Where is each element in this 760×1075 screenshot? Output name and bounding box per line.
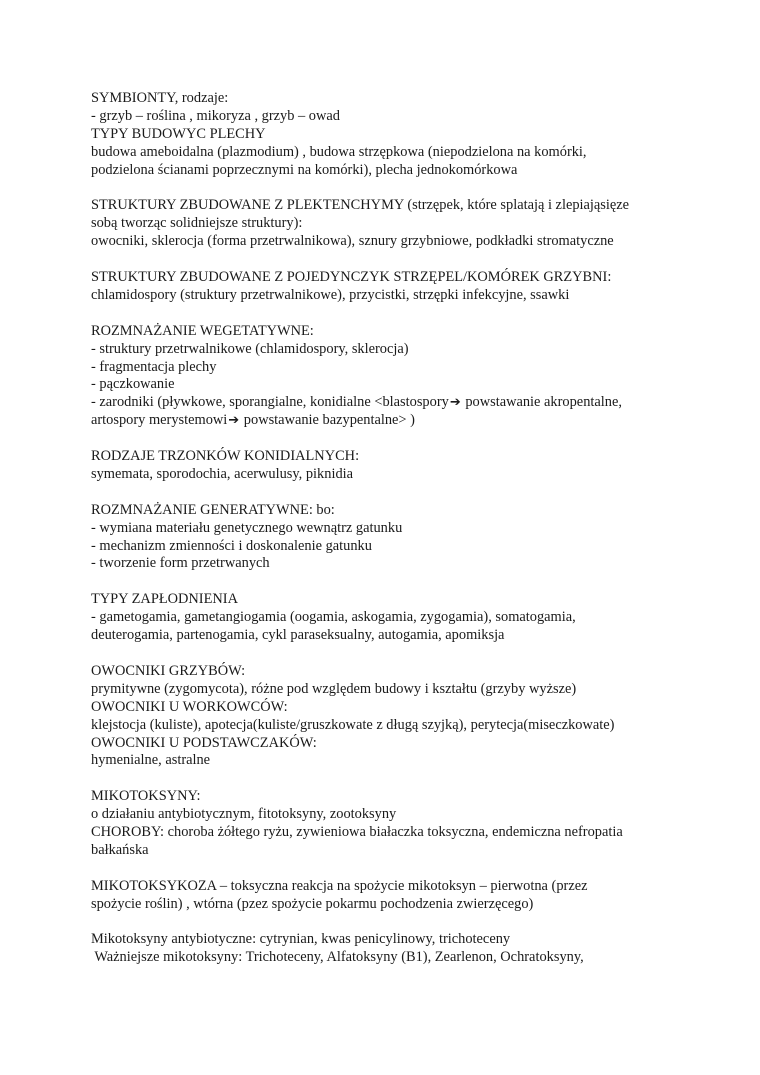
typy-budowy-line-1: budowa ameboidalna (plazmodium) , budowa strzępkowa (niepodzielona na komórki, bbox=[91, 143, 587, 160]
owocniki-line-3: hymenialne, astralne bbox=[91, 752, 211, 769]
wegetatywne-item-4-continued bbox=[91, 412, 681, 430]
heading-plektenchymy: STRUKTURY ZBUDOWANE Z PLEKTENCHYMY (strzępek, które splatają i zlepiająsięze bbox=[91, 197, 630, 214]
wegetatywne-item-2: - fragmentacja plechy bbox=[91, 358, 217, 375]
heading-typy-budowy: TYPY BUDOWYC PLECHY bbox=[91, 125, 266, 142]
mikotoksyny-line-2: CHOROBY: choroba żółtego ryżu, zywieniowa białaczka toksyczna, endemiczna nefropatia bbox=[91, 824, 623, 841]
wegetatywne-item-4 bbox=[91, 394, 681, 412]
paragraph-gap bbox=[91, 914, 681, 932]
heading-symbionty: SYMBIONTY, rodzaje: bbox=[91, 90, 229, 106]
typy-budowy-line-2: podzielona ścianami poprzecznymi na komórki), plecha jednokomórkowa bbox=[91, 161, 518, 178]
paragraph-gap bbox=[91, 430, 681, 448]
zaplodnienia-line-1: - gametogamia, gametangiogamia (oogamia, askogamia, zygogamia), somatogamia, bbox=[91, 609, 576, 626]
antybiotyczne-line-2: Ważniejsze mikotoksyny: Trichoteceny, Alfatoksyny (B1), Zearlenon, Ochratoksyny, bbox=[91, 949, 584, 966]
arrow-right-icon: ➔ bbox=[449, 395, 461, 411]
generatywne-item-3: - tworzenie form przetrwanych bbox=[91, 555, 270, 572]
antybiotyczne-line-1: Mikotoksyny antybiotyczne: cytrynian, kwas penicylinowy, trichoteceny bbox=[91, 931, 511, 948]
plektenchymy-line-1: sobą tworząc solidniejsze struktury): bbox=[91, 215, 303, 232]
paragraph-gap bbox=[91, 251, 681, 269]
heading-owocniki: OWOCNIKI GRZYBÓW: bbox=[91, 662, 246, 679]
mikotoksyny-line-1: o działaniu antybiotycznym, fitotoksyny, zootoksyny bbox=[91, 806, 397, 823]
heading-owocniki-workowcow: OWOCNIKI U WORKOWCÓW: bbox=[91, 698, 288, 715]
mikotoksykoza-line-1: MIKOTOKSYKOZA – toksyczna reakcja na spożycie mikotoksyn – pierwotna (przez bbox=[91, 877, 588, 894]
trzonki-line: symemata, sporodochia, acerwulusy, piknidia bbox=[91, 465, 354, 482]
paragraph-gap bbox=[91, 305, 681, 323]
owocniki-line-2: klejstocja (kuliste), apotecja(kuliste/gruszkowate z długą szyjką), perytecja(miseczkowate) bbox=[91, 716, 615, 733]
mikotoksykoza-line-2: spożycie roślin) , wtórna (pzez spożycie pokarmu pochodzenia zwierzęcego) bbox=[91, 895, 534, 912]
generatywne-item-2: - mechanizm zmienności i doskonalenie gatunku bbox=[91, 537, 372, 554]
heading-zaplodnienia: TYPY ZAPŁODNIENIA bbox=[91, 591, 238, 608]
owocniki-line-1: prymitywne (zygomycota), różne pod względem budowy i kształtu (grzyby wyższe) bbox=[91, 680, 577, 697]
plektenchymy-line-2: owocniki, sklerocja (forma przetrwalnikowa), sznury grzybniowe, podkładki stromatyczne bbox=[91, 233, 614, 250]
paragraph-gap bbox=[91, 860, 681, 878]
paragraph-gap bbox=[91, 645, 681, 663]
symbionty-line: - grzyb – roślina , mikoryza , grzyb – owad bbox=[91, 107, 340, 124]
paragraph-gap bbox=[91, 180, 681, 198]
wegetatywne-item-4-text-c: artospory merystemowi bbox=[91, 412, 228, 429]
paragraph-gap bbox=[91, 484, 681, 502]
mikotoksyny-line-3: bałkańska bbox=[91, 841, 149, 858]
heading-pojedyncze: STRUKTURY ZBUDOWANE Z POJEDYNCZYK STRZĘPEL/KOMÓREK GRZYBNI: bbox=[91, 269, 612, 286]
wegetatywne-item-4-text-b: powstawanie akropentalne, bbox=[461, 394, 622, 411]
wegetatywne-item-4-text-d: powstawanie bazypentalne> ) bbox=[240, 412, 415, 429]
pojedyncze-line: chlamidospory (struktury przetrwalnikowe), przycistki, strzępki infekcyjne, ssawki bbox=[91, 286, 570, 303]
wegetatywne-item-4-text-a: - zarodniki (pływkowe, sporangialne, konidialne <blastospory bbox=[91, 394, 449, 411]
heading-generatywne: ROZMNAŻANIE GENERATYWNE: bo: bbox=[91, 501, 335, 518]
heading-owocniki-podstawczakow: OWOCNIKI U PODSTAWCZAKÓW: bbox=[91, 734, 317, 751]
arrow-right-icon: ➔ bbox=[228, 413, 240, 429]
wegetatywne-item-1: - struktury przetrwalnikowe (chlamidospory, sklerocja) bbox=[91, 340, 409, 357]
document-page bbox=[91, 90, 681, 967]
heading-wegetatywne: ROZMNAŻANIE WEGETATYWNE: bbox=[91, 322, 314, 339]
generatywne-item-1: - wymiana materiału genetycznego wewnątrz gatunku bbox=[91, 519, 403, 536]
zaplodnienia-line-2: deuterogamia, partenogamia, cykl paraseksualny, autogamia, apomiksja bbox=[91, 627, 505, 644]
heading-trzonki: RODZAJE TRZONKÓW KONIDIALNYCH: bbox=[91, 448, 360, 465]
paragraph-gap bbox=[91, 573, 681, 591]
heading-mikotoksyny: MIKOTOKSYNY: bbox=[91, 788, 201, 805]
paragraph-gap bbox=[91, 770, 681, 788]
wegetatywne-item-3: - pączkowanie bbox=[91, 376, 175, 393]
